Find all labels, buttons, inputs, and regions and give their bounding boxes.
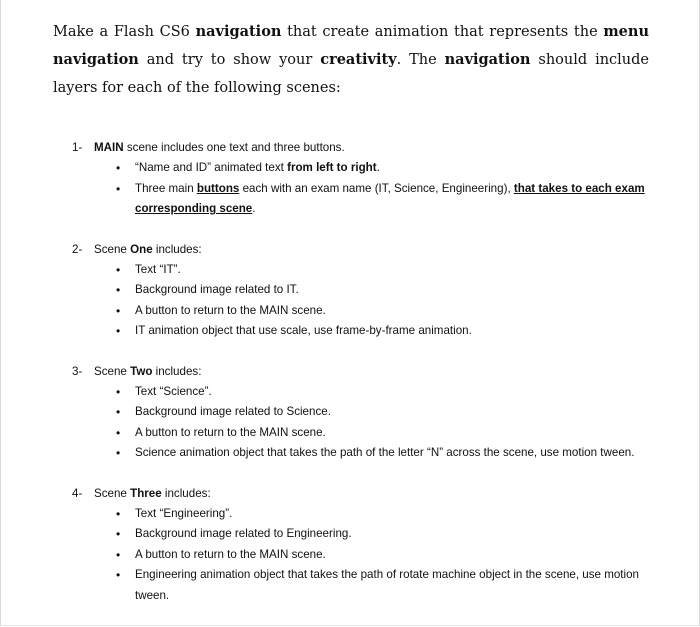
section-scene-two <box>72 362 652 464</box>
list-item: • Three main buttons each with an exam name (IT, Science, Engineering), that takes to each exam corresponding scene. <box>72 179 652 220</box>
bullet-list <box>72 382 652 464</box>
list-item: • A button to return to the MAIN scene. <box>72 301 652 322</box>
list-item: • A button to return to the MAIN scene. <box>72 423 652 444</box>
bullet-icon: • <box>116 446 121 460</box>
list-item: • Background image related to Engineering. <box>72 524 652 545</box>
section-number: 4- <box>72 486 83 500</box>
list-item: • Engineering animation object that takes the path of rotate machine object in the scene, use motion tween. <box>72 565 652 606</box>
bullet-icon: • <box>116 405 121 419</box>
section-heading: 4- Scene Three includes: <box>72 484 652 504</box>
bullet-icon: • <box>116 303 121 318</box>
bullet-list <box>72 260 652 342</box>
section-heading: 3- Scene Two includes: <box>72 362 652 382</box>
bullet-icon: • <box>116 262 121 277</box>
bullet-icon: • <box>116 568 121 582</box>
bullet-icon: • <box>116 527 121 541</box>
section-main <box>72 138 652 220</box>
bullet-icon: • <box>116 384 121 399</box>
section-number: 3- <box>72 364 83 378</box>
list-item: • “Name and ID” animated text from left to right. <box>72 158 652 179</box>
bullet-icon: • <box>116 547 121 562</box>
section-number: 2- <box>72 242 83 256</box>
bullet-icon: • <box>116 506 121 521</box>
bullet-icon: • <box>116 161 121 175</box>
section-scene-one <box>72 240 652 342</box>
list-item: • Text “Engineering”. <box>72 504 652 525</box>
intro-paragraph: Make a Flash CS6 navigation that create animation that represents the menu navigation and try to show your creativity. The navigation should include layers for each of the following scenes: <box>53 23 650 96</box>
bullet-list <box>72 504 652 607</box>
list-item: • A button to return to the MAIN scene. <box>72 545 652 566</box>
list-item: • Science animation object that takes the path of the letter “N” across the scene, use motion tween. <box>72 443 652 464</box>
section-heading: 1- MAIN scene includes one text and three buttons. <box>72 138 652 158</box>
section-heading: 2- Scene One includes: <box>72 240 652 260</box>
list-item: • Text “Science”. <box>72 382 652 403</box>
section-number: 1- <box>72 141 83 154</box>
bullet-icon: • <box>116 324 121 338</box>
bullet-list <box>72 158 652 220</box>
section-scene-three <box>72 484 652 607</box>
bullet-icon: • <box>116 283 121 297</box>
scene-list <box>72 138 652 626</box>
list-item: • Text “IT”. <box>72 260 652 281</box>
list-item: • Background image related to IT. <box>72 280 652 301</box>
bullet-icon: • <box>116 181 121 196</box>
bullet-icon: • <box>116 425 121 440</box>
list-item: • Background image related to Science. <box>72 402 652 423</box>
list-item: • IT animation object that use scale, use frame-by-frame animation. <box>72 321 652 342</box>
